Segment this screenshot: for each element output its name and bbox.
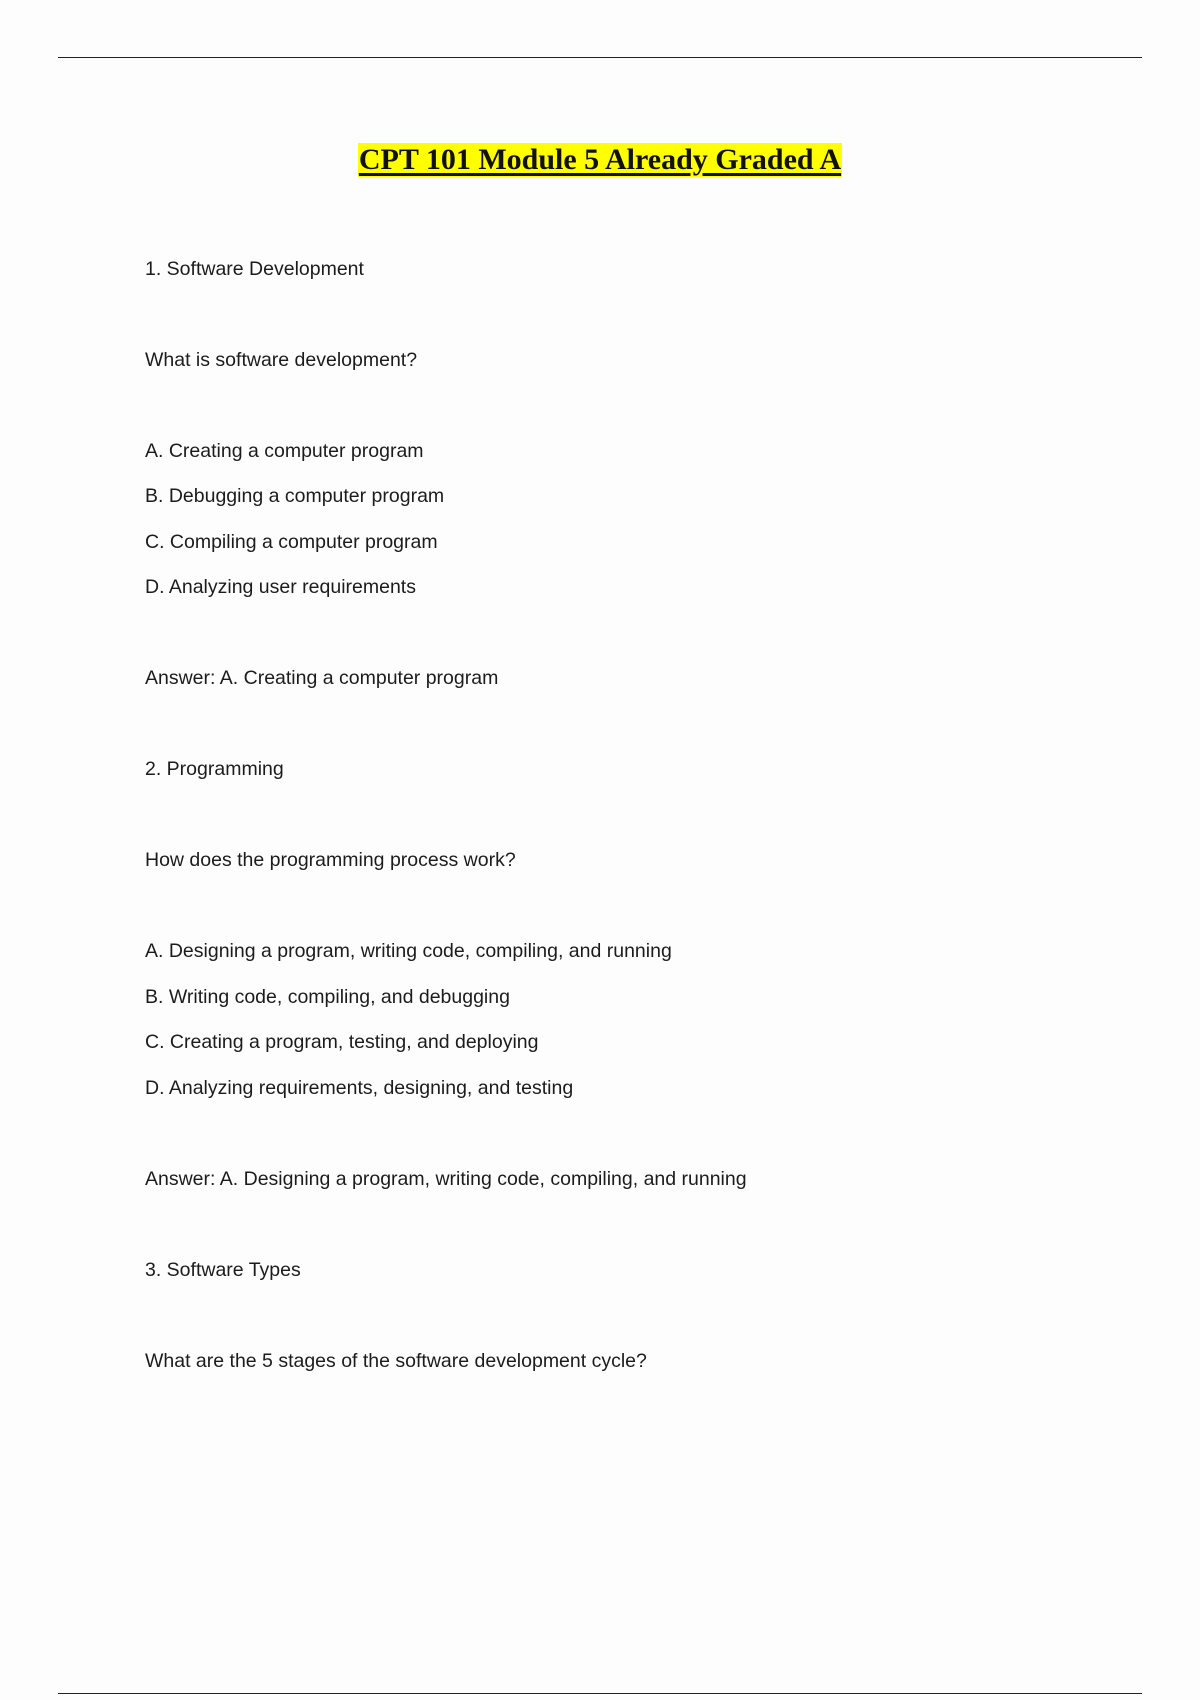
title-container [0, 143, 1200, 177]
question-2-option-a: A. Designing a program, writing code, compiling, and running [145, 940, 672, 962]
question-1-answer: Answer: A. Creating a computer program [145, 667, 499, 689]
question-3-heading: 3. Software Types [145, 1259, 301, 1281]
question-1-option-b: B. Debugging a computer program [145, 485, 445, 507]
question-1-option-a: A. Creating a computer program [145, 440, 424, 462]
question-1-option-c: C. Compiling a computer program [145, 531, 438, 553]
question-2-heading: 2. Programming [145, 758, 284, 780]
question-2-prompt: How does the programming process work? [145, 849, 516, 871]
question-2-option-b: B. Writing code, compiling, and debugging [145, 986, 510, 1008]
bottom-divider [58, 1693, 1142, 1694]
question-3-prompt: What are the 5 stages of the software development cycle? [145, 1350, 647, 1372]
question-2-option-d: D. Analyzing requirements, designing, and testing [145, 1077, 574, 1099]
document-title: CPT 101 Module 5 Already Graded A [358, 143, 842, 176]
question-2-answer: Answer: A. Designing a program, writing code, compiling, and running [145, 1168, 747, 1190]
question-1-prompt: What is software development? [145, 349, 418, 371]
question-1-heading: 1. Software Development [145, 258, 364, 280]
top-divider [58, 57, 1142, 58]
question-2-option-c: C. Creating a program, testing, and deploying [145, 1031, 539, 1053]
question-1-option-d: D. Analyzing user requirements [145, 576, 416, 598]
